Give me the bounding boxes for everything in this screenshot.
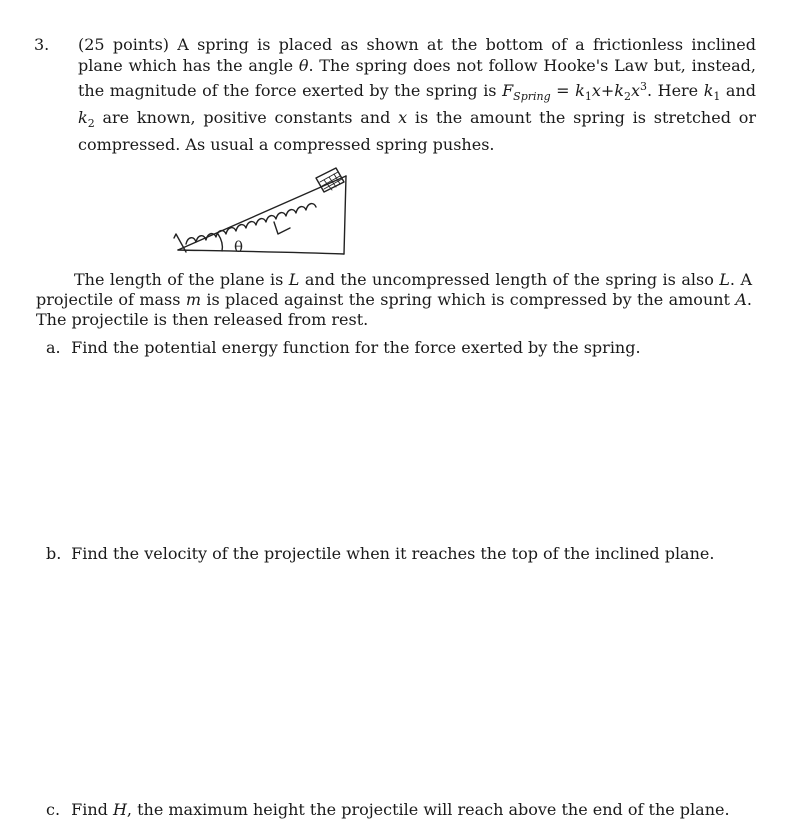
k1-subscript: 1 [584, 90, 592, 103]
k2-subscript: 2 [623, 90, 631, 103]
problem-mid-text: . The spring does not follow Hooke's Law but, instead, the magnitude of the force exerted by the spring is [78, 56, 756, 100]
force-symbol: F [502, 81, 514, 100]
mass-symbol: m [185, 290, 201, 309]
para-text-2: and the uncompressed length of the spring is also [299, 270, 720, 289]
A-symbol: A [735, 290, 747, 309]
para-text-1: The length of the plane is [74, 270, 289, 289]
here-k2-subscript: 2 [87, 117, 95, 130]
part-a-label: a. [46, 338, 61, 357]
part-b-text: Find the velocity of the projectile when it reaches the top of the inclined plane. [71, 544, 715, 563]
k1-symbol: k [575, 81, 585, 100]
inclined-plane-sketch [168, 156, 368, 266]
here-k2-symbol: k [78, 108, 88, 127]
problem-rest-text: is the amount the spring is stretched or compressed. As usual a compressed spring pushes. [78, 108, 757, 154]
part-c-question [46, 800, 746, 820]
angle-arc [218, 234, 222, 251]
problem-number: 3. [34, 35, 50, 54]
plus-sign: + [600, 81, 615, 100]
incline-vertical-side [344, 176, 346, 254]
spring-coil [186, 204, 316, 244]
sketch-svg [168, 156, 368, 266]
H-symbol: H [112, 800, 127, 819]
theta-label: θ [234, 238, 244, 256]
are-text: are known, positive constants and [94, 108, 399, 127]
here-k1-symbol: k [703, 81, 714, 100]
here-text: . Here [647, 81, 704, 100]
theta-symbol: θ [298, 56, 309, 75]
x-symbol-2: x [630, 81, 640, 100]
part-b-label: b. [46, 544, 62, 563]
equals-sign: = [550, 81, 576, 100]
length-tick [274, 222, 290, 234]
and-text: and [720, 81, 757, 100]
here-k1-subscript: 1 [713, 90, 721, 103]
k2-symbol: k [614, 81, 624, 100]
para-text-3: . A projectile of mass [36, 270, 752, 309]
L-symbol-2: L [719, 270, 730, 289]
para-text-4: is placed against the spring which is compressed by the amount [200, 290, 736, 309]
x-cubed-exponent: 3 [640, 80, 647, 93]
problem-body [34, 34, 757, 155]
problem-3-statement [34, 34, 757, 155]
para-text-5: . The projectile is then released from rest. [36, 290, 752, 329]
problem-intro-text: (25 points) A spring is placed as shown at the bottom of a frictionless inclined plane which has the angle [78, 35, 756, 75]
part-b-question [46, 544, 746, 564]
incline-base [178, 250, 344, 254]
force-subscript: Spring [513, 90, 551, 103]
part-a-text: Find the potential energy function for the force exerted by the spring. [71, 338, 641, 357]
x-symbol-1: x [591, 81, 601, 100]
setup-paragraph [36, 270, 752, 330]
x-variable: x [398, 108, 408, 127]
part-a-question [46, 338, 746, 358]
part-c-text-1: Find [71, 800, 113, 819]
part-c-text-2: , the maximum height the projectile will reach above the end of the plane. [126, 800, 730, 819]
part-c-label: c. [46, 800, 61, 819]
L-symbol-1: L [288, 270, 300, 289]
